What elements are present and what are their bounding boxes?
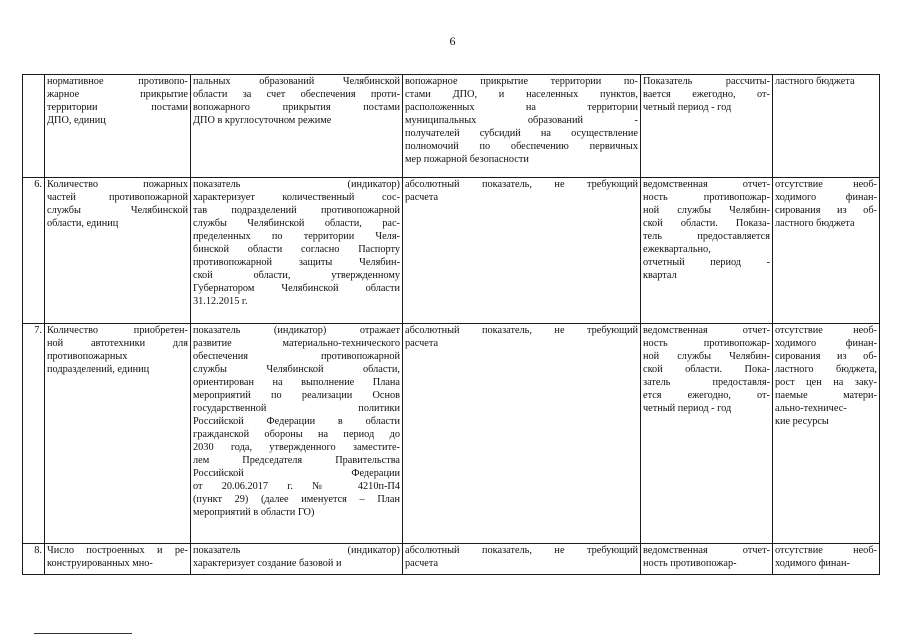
cell-line: расположенных на территории bbox=[405, 102, 638, 113]
cell-line: лем Председателя Правительства bbox=[193, 455, 400, 466]
row-number: 8. bbox=[23, 544, 45, 575]
cell-line: ность противопожар- bbox=[643, 192, 770, 203]
cell-line: ной службы Челябин- bbox=[643, 351, 770, 362]
cell-line: ально-техничес- bbox=[775, 403, 847, 414]
cell-method bbox=[403, 544, 641, 575]
cell-line: Число построенных и ре- bbox=[47, 545, 188, 556]
cell-line: конструированных мно- bbox=[47, 558, 153, 569]
cell-line: службы Челябинской области, bbox=[193, 364, 400, 375]
cell-line: ведомственная отчет- bbox=[643, 545, 770, 556]
cell-line: расчета bbox=[405, 558, 439, 569]
cell-line: ской области, утвержденному bbox=[193, 270, 400, 281]
cell-definition bbox=[191, 324, 403, 544]
cell-line: характеризует количественный сос- bbox=[193, 192, 400, 203]
cell-line: полномочий по обеспечению первичных bbox=[405, 141, 638, 152]
cell-line: от 20.06.2017 г. № 4210п-П4 bbox=[193, 481, 400, 492]
indicator-table bbox=[22, 74, 880, 575]
cell-line: противопожарных bbox=[47, 351, 128, 362]
cell-line: мероприятий по реализации Основ bbox=[193, 390, 400, 401]
cell-line: сирования из об- bbox=[775, 205, 877, 216]
cell-source bbox=[641, 544, 773, 575]
cell-line: стами ДПО, и населенных пунктов, bbox=[405, 89, 638, 100]
cell-reasons bbox=[773, 75, 880, 178]
cell-line: характеризует создание базовой и bbox=[193, 558, 342, 569]
cell-line: вопожарное прикрытие территории по- bbox=[405, 76, 638, 87]
cell-line: получателей субсидий на осуществление bbox=[405, 128, 638, 139]
cell-line: ной службы Челябин- bbox=[643, 205, 770, 216]
cell-line: Губернатором Челябинской области bbox=[193, 283, 400, 294]
cell-line: нормативное противопо- bbox=[47, 76, 188, 87]
cell-line: затель предоставля- bbox=[643, 377, 770, 388]
cell-line: обеспечения противопожарной bbox=[193, 351, 400, 362]
cell-line: гражданской обороны на период до bbox=[193, 429, 400, 440]
cell-method bbox=[403, 324, 641, 544]
footnote-rule bbox=[34, 633, 132, 634]
cell-definition bbox=[191, 178, 403, 324]
cell-line: рост цен на заку- bbox=[775, 377, 877, 388]
cell-line: области, единиц bbox=[47, 218, 119, 229]
cell-line: отсутствие необ- bbox=[775, 325, 877, 336]
cell-line: ластного бюджета, bbox=[775, 364, 877, 375]
cell-line: ластного бюджета bbox=[775, 76, 855, 87]
table-row bbox=[23, 178, 880, 324]
cell-line: ходимого финан- bbox=[775, 558, 850, 569]
cell-line: ведомственная отчет- bbox=[643, 325, 770, 336]
cell-line: паемые матери- bbox=[775, 390, 877, 401]
cell-source bbox=[641, 324, 773, 544]
cell-line: четный период - год bbox=[643, 102, 732, 113]
cell-line: ходимого финан- bbox=[775, 192, 877, 203]
cell-line: мер пожарной безопасности bbox=[405, 154, 529, 165]
cell-line: ется ежегодно, от- bbox=[643, 390, 770, 401]
cell-line: ведомственная отчет- bbox=[643, 179, 770, 190]
table-body bbox=[23, 75, 880, 575]
cell-line: развитие материально-технического bbox=[193, 338, 400, 349]
cell-definition bbox=[191, 75, 403, 178]
cell-line: ходимого финан- bbox=[775, 338, 877, 349]
cell-line: вопожарного прикрытия постами bbox=[193, 102, 400, 113]
cell-line: 2030 года, утвержденного заместите- bbox=[193, 442, 400, 453]
cell-line: отчетный период - bbox=[643, 257, 770, 268]
cell-method bbox=[403, 178, 641, 324]
cell-line: службы Челябинской bbox=[47, 205, 188, 216]
cell-line: квартал bbox=[643, 270, 677, 281]
cell-line: четный период - год bbox=[643, 403, 732, 414]
cell-line: пальных образований Челябинской bbox=[193, 76, 400, 87]
cell-line: 31.12.2015 г. bbox=[193, 296, 248, 307]
cell-line: ДПО в круглосуточном режиме bbox=[193, 115, 332, 126]
cell-line: ластного бюджета bbox=[775, 218, 855, 229]
table-row bbox=[23, 544, 880, 575]
cell-line: тель предоставляется bbox=[643, 231, 770, 242]
cell-line: ДПО, единиц bbox=[47, 115, 106, 126]
cell-line: абсолютный показатель, не требующий bbox=[405, 179, 638, 190]
cell-line: абсолютный показатель, не требующий bbox=[405, 325, 638, 336]
cell-name bbox=[45, 75, 191, 178]
cell-line: абсолютный показатель, не требующий bbox=[405, 545, 638, 556]
cell-line: показатель (индикатор) bbox=[193, 179, 400, 190]
cell-line: показатель (индикатор) bbox=[193, 545, 400, 556]
cell-line: ориентирован на выполнение Плана bbox=[193, 377, 400, 388]
cell-line: Российской Федерации bbox=[193, 468, 400, 479]
row-number: 6. bbox=[23, 178, 45, 324]
cell-line: ской области. Пока- bbox=[643, 364, 770, 375]
table-row bbox=[23, 75, 880, 178]
page-number: 6 bbox=[449, 34, 456, 48]
cell-line: расчета bbox=[405, 192, 439, 203]
cell-line: ной автотехники для bbox=[47, 338, 188, 349]
cell-line: государственной политики bbox=[193, 403, 400, 414]
cell-reasons bbox=[773, 324, 880, 544]
cell-line: ежеквартально, bbox=[643, 244, 711, 255]
cell-line: ность противопожар- bbox=[643, 338, 770, 349]
cell-line: отсутствие необ- bbox=[775, 179, 877, 190]
cell-reasons bbox=[773, 178, 880, 324]
cell-definition bbox=[191, 544, 403, 575]
cell-method bbox=[403, 75, 641, 178]
cell-line: бинской области согласно Паспорту bbox=[193, 244, 400, 255]
cell-line: вается ежегодно, от- bbox=[643, 89, 770, 100]
cell-source bbox=[641, 178, 773, 324]
cell-line: (пункт 29) (далее именуется – План bbox=[193, 494, 400, 505]
table-row bbox=[23, 324, 880, 544]
cell-line: сирования из об- bbox=[775, 351, 877, 362]
cell-name bbox=[45, 544, 191, 575]
cell-reasons bbox=[773, 544, 880, 575]
cell-line: частей противопожарной bbox=[47, 192, 188, 203]
cell-name bbox=[45, 178, 191, 324]
cell-line: тав подразделений противопожарной bbox=[193, 205, 400, 216]
cell-line: жарное прикрытие bbox=[47, 89, 188, 100]
cell-line: службы Челябинской области, рас- bbox=[193, 218, 400, 229]
cell-line: пределенных по территории Челя- bbox=[193, 231, 400, 242]
cell-line: Количество приобретен- bbox=[47, 325, 188, 336]
cell-line: Показатель рассчиты- bbox=[643, 76, 770, 87]
cell-source bbox=[641, 75, 773, 178]
cell-line: отсутствие необ- bbox=[775, 545, 877, 556]
cell-line: Российской Федерации в области bbox=[193, 416, 400, 427]
cell-line: муниципальных образований - bbox=[405, 115, 638, 126]
cell-line: подразделений, единиц bbox=[47, 364, 150, 375]
cell-name bbox=[45, 324, 191, 544]
cell-line: расчета bbox=[405, 338, 439, 349]
cell-line: показатель (индикатор) отражает bbox=[193, 325, 400, 336]
row-number bbox=[23, 75, 45, 178]
cell-line: территории постами bbox=[47, 102, 188, 113]
cell-line: противопожарной защиты Челябин- bbox=[193, 257, 400, 268]
cell-line: мероприятий в области ГО) bbox=[193, 507, 315, 518]
cell-line: кие ресурсы bbox=[775, 416, 829, 427]
cell-line: ность противопожар- bbox=[643, 558, 737, 569]
cell-line: области за счет обеспечения проти- bbox=[193, 89, 400, 100]
cell-line: Количество пожарных bbox=[47, 179, 188, 190]
cell-line: ской области. Показа- bbox=[643, 218, 770, 229]
row-number: 7. bbox=[23, 324, 45, 544]
